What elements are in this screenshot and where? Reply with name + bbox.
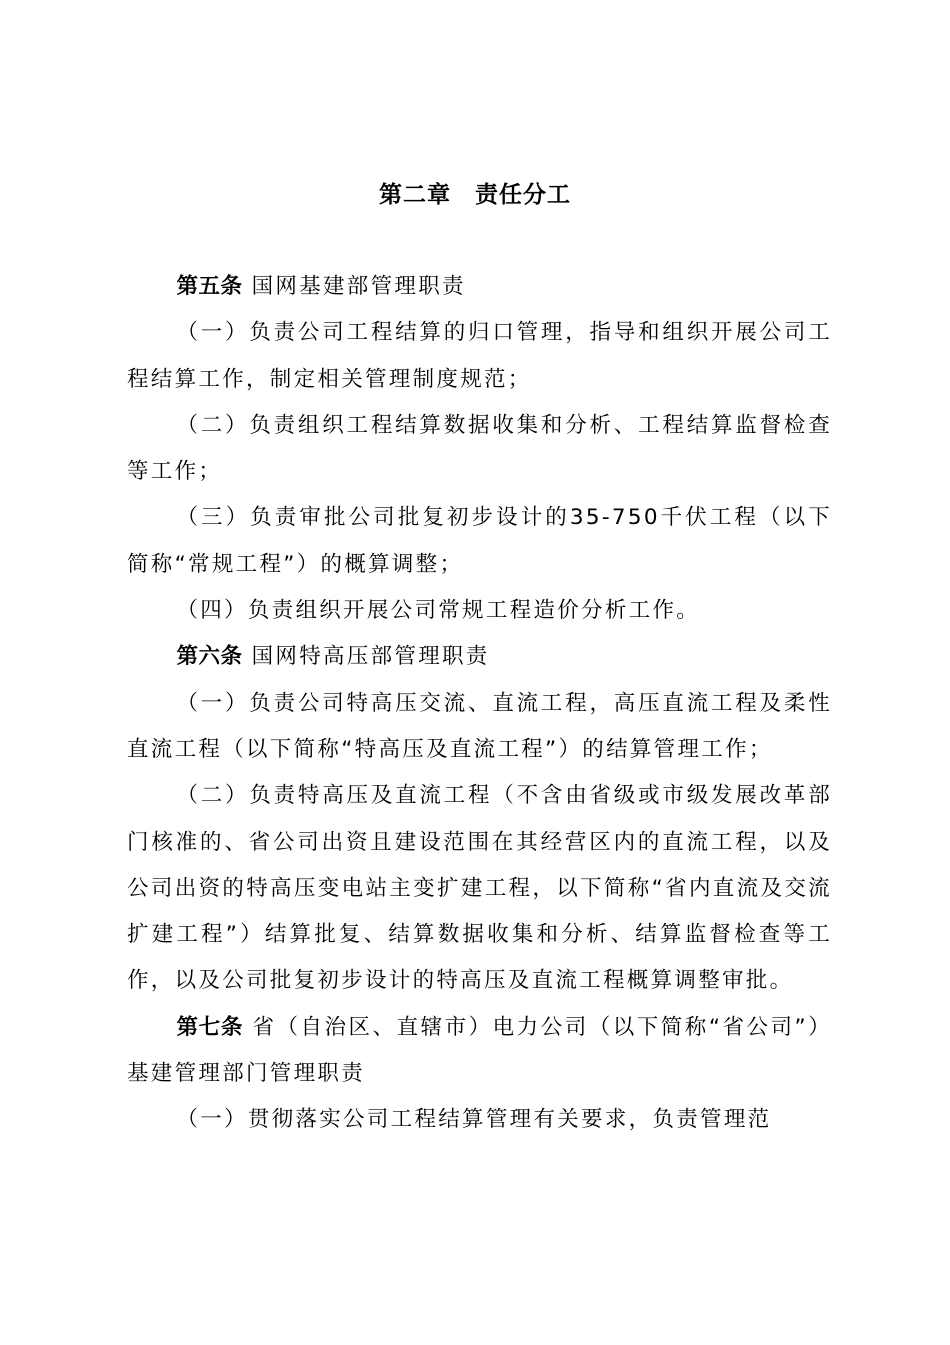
paragraph-text: （四）负责组织开展公司常规工程造价分析工作。 (176, 598, 701, 624)
paragraph-text: （一）贯彻落实公司工程结算管理有关要求，负责管理范 (176, 1107, 772, 1133)
chapter-body (127, 264, 832, 1144)
article-label: 第五条 (176, 274, 243, 299)
paragraph-text: （二）负责组织工程结算数据收集和分析、工程结算监督检查等工作； (127, 412, 832, 485)
article-5-item-2 (127, 403, 832, 496)
article-6-item-1 (127, 681, 832, 774)
paragraph-text: （一）负责公司工程结算的归口管理，指导和组织开展公司工程结算工作，制定相关管理制度规范； (127, 320, 832, 392)
article-6-heading (127, 634, 832, 680)
article-5-heading (127, 264, 832, 310)
chapter-title: 责任分工 (475, 182, 571, 208)
article-7-heading (127, 1005, 832, 1098)
article-7-item-1 (127, 1097, 832, 1143)
paragraph-text: （三）负责审批公司批复初步设计的35-750千伏工程（以下简称“常规工程”）的概算调整； (127, 505, 832, 577)
paragraph-text: （二）负责特高压及直流工程（不含由省级或市级发展改革部门核准的、省公司出资且建设范围在其经营区内的直流工程，以及公司出资的特高压变电站主变扩建工程，以下简称“省内直流及交流扩建工程”）结算批复、结算数据收集和分析、结算监督检查等工作，以及公司批复初步设计的特高压及直流工程概算调整审批。 (127, 783, 832, 994)
article-5-item-1 (127, 310, 832, 403)
article-text: 省（自治区、直辖市）电力公司（以下简称“省公司”）基建管理部门管理职责 (127, 1014, 832, 1087)
paragraph-text: （一）负责公司特高压交流、直流工程，高压直流工程及柔性直流工程（以下简称“特高压及直流工程”）的结算管理工作； (127, 690, 832, 762)
article-label: 第六条 (176, 644, 243, 670)
chapter-heading (0, 178, 950, 212)
article-5-item-3 (127, 495, 832, 588)
article-6-item-2 (127, 773, 832, 1004)
article-5-item-4 (127, 588, 832, 634)
article-text: 国网特高压部管理职责 (242, 644, 490, 670)
article-text: 国网基建部管理职责 (242, 274, 466, 299)
chapter-number: 第二章 (379, 182, 451, 208)
article-label: 第七条 (176, 1014, 244, 1040)
